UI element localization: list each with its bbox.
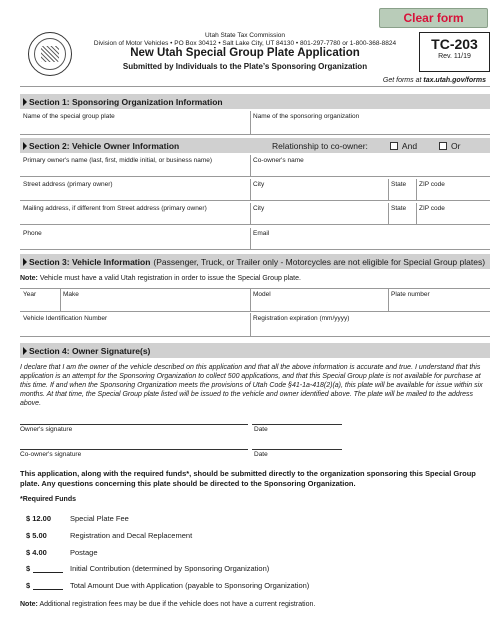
footer-note: Note: Additional registration fees may be due if the vehicle does not have a current registration. xyxy=(20,601,316,608)
phone-field[interactable]: Phone xyxy=(20,228,250,250)
coowner-date-label: Date xyxy=(254,451,268,458)
coowner-date-line[interactable] xyxy=(252,449,342,450)
agency-address: Division of Motor Vehicles • PO Box 30412 • Salt Lake City, UT 84130 • 801-297-7780 or 1-800-368-8824 xyxy=(93,40,397,47)
triangle-icon xyxy=(23,258,27,266)
owner-date-label: Date xyxy=(254,426,268,433)
get-forms-note: Get forms at tax.utah.gov/forms xyxy=(382,77,486,84)
owner-date-line[interactable] xyxy=(252,424,342,425)
special-group-plate-field[interactable]: Name of the special group plate xyxy=(20,111,250,135)
mailing-address-field[interactable]: Mailing address, if different from Street address (primary owner) xyxy=(20,203,250,225)
mailing-zip-field[interactable]: ZIP code xyxy=(416,203,490,225)
clear-form-label: Clear form xyxy=(403,11,464,25)
or-checkbox[interactable] xyxy=(439,142,447,150)
email-field[interactable]: Email xyxy=(250,228,490,250)
divider xyxy=(250,111,251,135)
form-subtitle: Submitted by Individuals to the Plate’s Sponsoring Organization xyxy=(122,62,368,71)
triangle-icon xyxy=(23,98,27,106)
owner-signature-label: Owner's signature xyxy=(20,426,73,433)
form-title: New Utah Special Group Plate Application xyxy=(130,47,360,59)
street-address-field[interactable]: Street address (primary owner) xyxy=(20,179,250,201)
triangle-icon xyxy=(23,347,27,355)
section3-header: Section 3: Vehicle Information (Passenger, Truck, or Trailer only - Motorcycles are not eligible for Special Group plates) xyxy=(20,254,490,269)
divider xyxy=(250,155,251,177)
coowner-signature-line[interactable] xyxy=(20,449,248,450)
divider xyxy=(388,179,389,201)
year-field[interactable]: Year xyxy=(20,289,60,312)
divider xyxy=(388,203,389,225)
primary-owner-field[interactable]: Primary owner's name (last, first, middle initial, or business name) xyxy=(20,155,250,177)
fee-row: $ 12.00 Special Plate Fee xyxy=(26,513,129,523)
clear-form-button[interactable] xyxy=(379,8,488,28)
divider xyxy=(20,86,490,87)
submission-instructions: This application, along with the required funds*, should be submitted directly to the organization sponsoring this Special Group plate. Any questions concerning this plate should be directed to the Sponsoring Organization. xyxy=(20,469,476,488)
agency-name: Utah State Tax Commission xyxy=(204,32,286,39)
divider xyxy=(250,203,251,225)
plate-number-field[interactable]: Plate number xyxy=(388,289,490,312)
divider xyxy=(416,179,417,201)
city-field[interactable]: City xyxy=(250,179,388,201)
form-number-box xyxy=(419,32,490,72)
declaration-text: I declare that I am the owner of the vehicle described on this application and that all the above information is accurate and true. I understand that this application is an attempt for the Sponsoring Organization to collect 500 applications, and that this Special Group plate is not available for purchase at this time. If and when the Sponsoring Organization meets the provisions of Utah Code §41-1a-418(2)(a), this plate will be available for issue within six months. At that time, the Special Group plate listed will be issued to the vehicle and owner identified above. The plate will be mailed to the address above. xyxy=(20,364,483,407)
required-funds-heading: *Required Funds xyxy=(20,496,77,503)
form-revision: Rev. 11/19 xyxy=(438,53,471,60)
co-owner-field[interactable]: Co-owner's name xyxy=(250,155,490,177)
owner-signature-line[interactable] xyxy=(20,424,248,425)
registration-expiration-field[interactable]: Registration expiration (mm/yyyy) xyxy=(250,313,490,337)
sponsoring-org-field[interactable]: Name of the sponsoring organization xyxy=(250,111,490,135)
section2-header: Section 2: Vehicle Owner Information Relationship to co-owner: And Or xyxy=(20,138,490,153)
model-field[interactable]: Model xyxy=(250,289,388,312)
mailing-state-field[interactable]: State xyxy=(388,203,416,225)
make-field[interactable]: Make xyxy=(60,289,250,312)
vin-field[interactable]: Vehicle Identification Number xyxy=(20,313,250,337)
divider xyxy=(250,228,251,250)
state-field[interactable]: State xyxy=(388,179,416,201)
divider xyxy=(60,289,61,312)
section1-header: Section 1: Sponsoring Organization Information xyxy=(20,94,490,109)
divider xyxy=(250,313,251,337)
total-amount-input[interactable] xyxy=(33,584,63,590)
mailing-city-field[interactable]: City xyxy=(250,203,388,225)
zip-field[interactable]: ZIP code xyxy=(416,179,490,201)
divider xyxy=(250,289,251,312)
contribution-amount-input[interactable] xyxy=(33,567,63,573)
divider xyxy=(416,203,417,225)
fee-row: $ 4.00 Postage xyxy=(26,547,98,557)
and-checkbox[interactable] xyxy=(390,142,398,150)
contribution-row: $ Initial Contribution (determined by Sponsoring Organization) xyxy=(26,563,270,573)
vehicle-note: Note: Vehicle must have a valid Utah registration in order to issue the Special Group plate. xyxy=(20,275,301,282)
divider xyxy=(388,289,389,312)
total-row: $ Total Amount Due with Application (payable to Sponsoring Organization) xyxy=(26,580,310,590)
state-seal-icon xyxy=(28,32,72,76)
section4-header: Section 4: Owner Signature(s) xyxy=(20,343,490,358)
coowner-signature-label: Co-owner's signature xyxy=(20,451,82,458)
form-number: TC-203 xyxy=(431,36,478,52)
relationship-options: Relationship to co-owner: And Or xyxy=(272,140,461,151)
divider xyxy=(250,179,251,201)
get-forms-link[interactable]: tax.utah.gov/forms xyxy=(423,77,486,84)
fee-row: $ 5.00 Registration and Decal Replacement xyxy=(26,530,193,540)
triangle-icon xyxy=(23,142,27,150)
